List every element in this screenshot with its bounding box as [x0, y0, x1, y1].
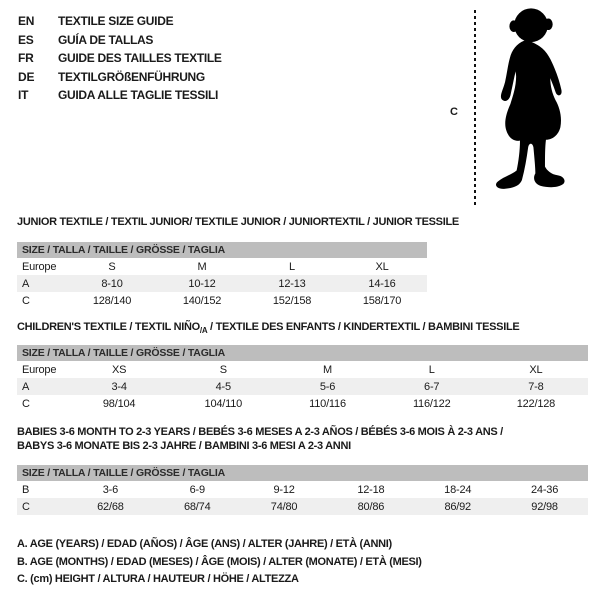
row-label: C [22, 500, 30, 513]
age-cell: 9-12 [273, 483, 295, 496]
age-cell: 14-16 [368, 277, 396, 290]
size-cell: M [197, 260, 207, 273]
section-title-subscript: /A [199, 326, 208, 336]
table-row-age-months [17, 481, 588, 498]
height-cell: 80/86 [357, 500, 385, 513]
height-cell: 158/170 [362, 294, 402, 307]
size-header-bar [17, 242, 427, 258]
table-row-height [17, 292, 427, 309]
size-cell: L [428, 363, 435, 376]
toddler-silhouette-image [482, 6, 582, 208]
height-dotted-line [474, 10, 476, 208]
language-code: IT [18, 88, 29, 103]
section-babies-textile [17, 425, 588, 515]
note-height-cm: C. (cm) HEIGHT / ALTURA / HAUTEUR / HÖHE / ALTEZZA [17, 573, 299, 585]
row-label: A [22, 277, 30, 290]
table-row-height [17, 498, 588, 515]
note-age-years: A. AGE (YEARS) / EDAD (AÑOS) / ÂGE (ANS) / ALTER (JAHRE) / ETÀ (ANNI) [17, 538, 392, 550]
section-title-text: / TEXTILE DES ENFANTS / KINDERTEXTIL / BAMBINI TESSILE [207, 321, 520, 333]
language-row-es [18, 31, 222, 50]
age-cell: 7-8 [528, 380, 544, 393]
height-cell: 98/104 [102, 397, 136, 410]
age-cell: 8-10 [101, 277, 123, 290]
row-label: C [22, 397, 30, 410]
age-cell: 6-7 [424, 380, 440, 393]
section-title-text: CHILDREN'S TEXTILE / TEXTIL NIÑO [17, 321, 200, 333]
section-title-line2: BABYS 3-6 MONATE BIS 2-3 JAHRE / BAMBINI 3-6 MESI A 2-3 ANNI [17, 440, 351, 452]
height-label-c: C [450, 106, 458, 118]
row-label: C [22, 294, 30, 307]
size-header-label: SIZE / TALLA / TAILLE / GRÖSSE / TAGLIA [22, 347, 225, 359]
size-header-label: SIZE / TALLA / TAILLE / GRÖSSE / TAGLIA [22, 244, 225, 256]
section-childrens-textile [17, 320, 588, 412]
table-row-europe [17, 361, 588, 378]
height-measure-figure [440, 4, 590, 210]
size-cell: S [108, 260, 116, 273]
height-cell: 140/152 [182, 294, 222, 307]
language-title: TEXTILE SIZE GUIDE [58, 14, 174, 29]
table-row-age [17, 275, 427, 292]
age-cell: 4-5 [215, 380, 231, 393]
age-cell: 5-6 [319, 380, 336, 393]
size-cell: XL [375, 260, 389, 273]
height-cell: 110/116 [309, 397, 346, 410]
language-row-en [18, 12, 222, 31]
section-title-line1: BABIES 3-6 MONTH TO 2-3 YEARS / BEBÉS 3-6 MESES A 2-3 AÑOS / BÉBÉS 3-6 MOIS À 2-3 ANS / [17, 426, 503, 438]
height-cell: 122/128 [516, 397, 556, 410]
age-cell: 3-6 [102, 483, 119, 496]
table-row-height [17, 395, 588, 412]
language-title: GUÍA DE TALLAS [58, 32, 154, 47]
legend-notes [17, 536, 422, 589]
row-label: Europe [22, 260, 57, 273]
height-cell: 68/74 [183, 500, 211, 513]
language-row-de [18, 68, 222, 87]
language-code: ES [18, 32, 34, 47]
height-cell: 104/110 [204, 397, 243, 410]
language-title: GUIDA ALLE TAGLIE TESSILI [58, 88, 219, 103]
height-cell: 116/122 [412, 397, 451, 410]
row-label: A [22, 380, 30, 393]
language-title: GUIDE DES TAILLES TEXTILE [58, 51, 222, 66]
size-header-label: SIZE / TALLA / TAILLE / GRÖSSE / TAGLIA [22, 467, 225, 479]
language-title: TEXTILGRÖßENFÜHRUNG [58, 69, 205, 84]
row-label: Europe [22, 363, 57, 376]
age-cell: 3-4 [111, 380, 127, 393]
language-code: EN [18, 14, 35, 29]
note-age-months: B. AGE (MONTHS) / EDAD (MESES) / ÂGE (MOIS) / ALTER (MONATE) / ETÀ (MESI) [17, 555, 422, 568]
language-row-it [18, 86, 222, 105]
section-title: JUNIOR TEXTILE / TEXTIL JUNIOR/ TEXTILE JUNIOR / JUNIORTEXTIL / JUNIOR TESSILE [17, 216, 459, 228]
size-cell: L [289, 260, 295, 273]
size-cell: XS [111, 363, 127, 376]
height-cell: 92/98 [531, 500, 558, 513]
height-cell: 128/140 [92, 294, 132, 307]
table-row-europe [17, 258, 427, 275]
height-cell: 74/80 [270, 500, 298, 513]
age-cell: 10-12 [188, 277, 216, 290]
age-cell: 6-9 [189, 483, 205, 496]
height-cell: 152/158 [272, 294, 312, 307]
age-cell: 24-36 [530, 483, 559, 496]
size-cell: M [323, 363, 332, 376]
size-header-bar [17, 465, 588, 481]
age-cell: 12-18 [357, 483, 385, 496]
section-title [17, 425, 588, 465]
age-cell: 18-24 [444, 483, 472, 496]
table-row-age [17, 378, 588, 395]
language-title-list [18, 12, 222, 105]
size-header-bar [17, 345, 588, 361]
section-title [17, 320, 588, 345]
height-cell: 86/92 [444, 500, 471, 513]
language-row-fr [18, 49, 222, 68]
language-code: DE [18, 69, 35, 84]
age-cell: 12-13 [278, 277, 306, 290]
language-code: FR [18, 51, 34, 66]
size-cell: S [219, 363, 227, 376]
height-cell: 62/68 [97, 500, 124, 513]
section-junior-textile [17, 215, 459, 309]
size-cell: XL [529, 363, 543, 376]
row-label: B [22, 483, 30, 496]
